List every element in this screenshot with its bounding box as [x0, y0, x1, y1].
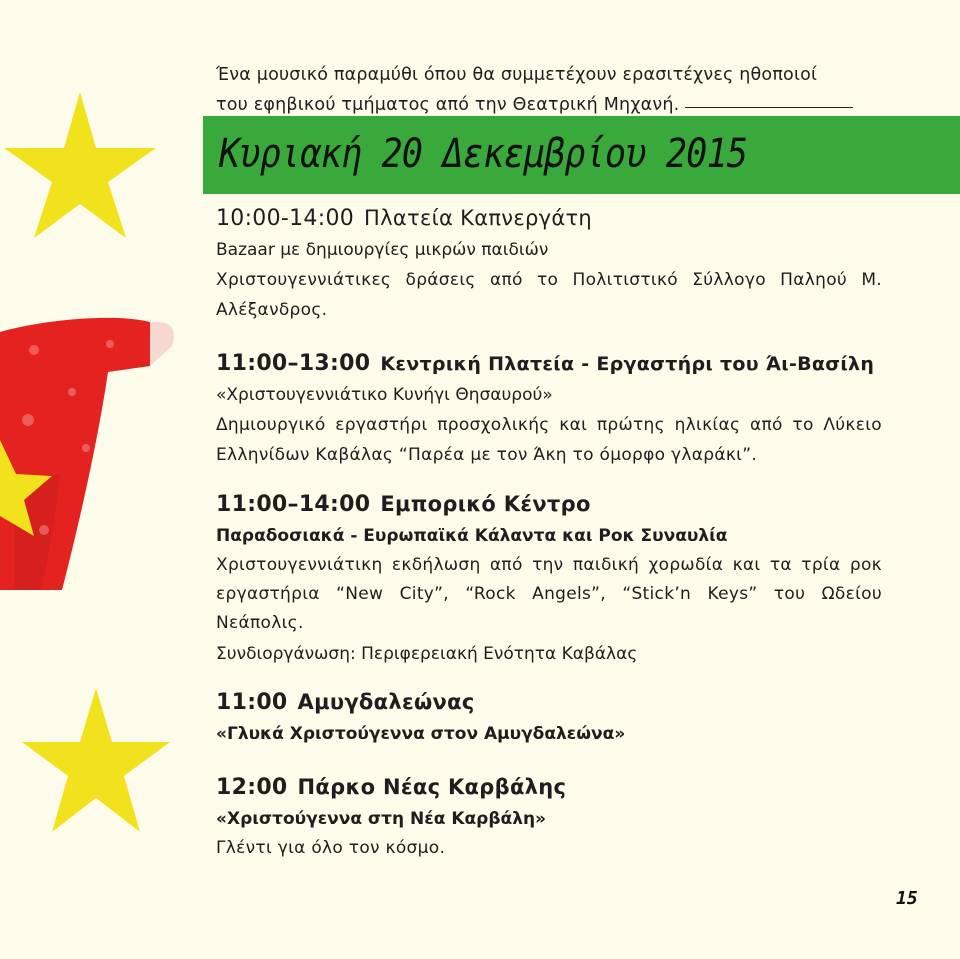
event-time: 10:00-14:00 [216, 206, 355, 231]
event-item [216, 771, 882, 862]
star-icon [4, 92, 156, 238]
event-description: Χριστουγεννιάτικες δράσεις από το Πολιτιστικό Σύλλογο Παληού Μ. Αλέξανδρος. [216, 270, 882, 320]
event-description: Δημιουργικό εργαστήρι προσχολικής και πρώτης ηλικίας από το Λύκειο Ελληνίδων Καβάλας “Παρέα με τον Άκη το όμορφο γλαράκι”. [216, 415, 882, 465]
event-item [216, 202, 882, 325]
event-time: 11:00–14:00 [216, 492, 371, 517]
event-time: 11:00–13:00 [216, 351, 371, 376]
event-heading [216, 488, 882, 521]
date-banner [203, 116, 960, 194]
event-place: Εμπορικό Κέντρο [380, 492, 591, 516]
event-heading [216, 686, 882, 719]
event-heading [216, 202, 882, 235]
event-item [216, 347, 882, 470]
underline-rule [685, 107, 853, 108]
event-organizer: Συνδιοργάνωση: Περιφερειακή Ενότητα Καβάλας [216, 644, 638, 664]
intro-line-2: του εφηβικού τμήματος από την Θεατρική Μηχανή. [216, 90, 896, 120]
events-list [216, 202, 882, 862]
event-description: Γλέντι για όλο τον κόσμο. [216, 838, 446, 858]
date-title: Κυριακή 20 Δεκεμβρίου 2015 [219, 131, 748, 177]
event-heading [216, 347, 882, 380]
event-subtitle: Παραδοσιακά - Ευρωπαϊκά Κάλαντα και Ροκ Συναυλία [216, 526, 728, 546]
event-subtitle: Bazaar με δημιουργίες μικρών παιδιών [216, 240, 549, 260]
event-subtitle: «Χριστούγεννα στη Νέα Καρβάλη» [216, 809, 547, 829]
event-subtitle: «Χριστουγεννιάτικο Κυνήγι Θησαυρού» [216, 385, 553, 405]
intro-text [216, 60, 896, 120]
event-item [216, 686, 882, 749]
event-time: 12:00 [216, 775, 288, 800]
event-place: Κεντρική Πλατεία - Εργαστήρι του Άι-Βασίλη [380, 353, 875, 375]
cup-icon [0, 318, 174, 590]
page-number: 15 [896, 888, 918, 909]
event-time: 11:00 [216, 690, 288, 715]
event-description: Χριστουγεννιάτικη εκδήλωση από την παιδική χορωδία και τα τρία ροκ εργαστήρια “New City”, “Rock Angels”, “Stick’n Keys” του Ωδείου Νεάπολις. [216, 555, 882, 633]
event-heading [216, 771, 882, 804]
event-place: Αμυγδαλεώνας [297, 690, 475, 714]
event-item [216, 488, 882, 670]
star-icon [22, 688, 170, 832]
intro-line-1: Ένα μουσικό παραμύθι όπου θα συμμετέχουν ερασιτέχνες ηθοποιοί [216, 65, 818, 85]
event-subtitle: «Γλυκά Χριστούγεννα στον Αμυγδαλεώνα» [216, 724, 626, 744]
event-place: Πλατεία Καπνεργάτη [364, 206, 593, 230]
event-place: Πάρκο Νέας Καρβάλης [297, 775, 567, 799]
christmas-decoration [0, 0, 210, 959]
